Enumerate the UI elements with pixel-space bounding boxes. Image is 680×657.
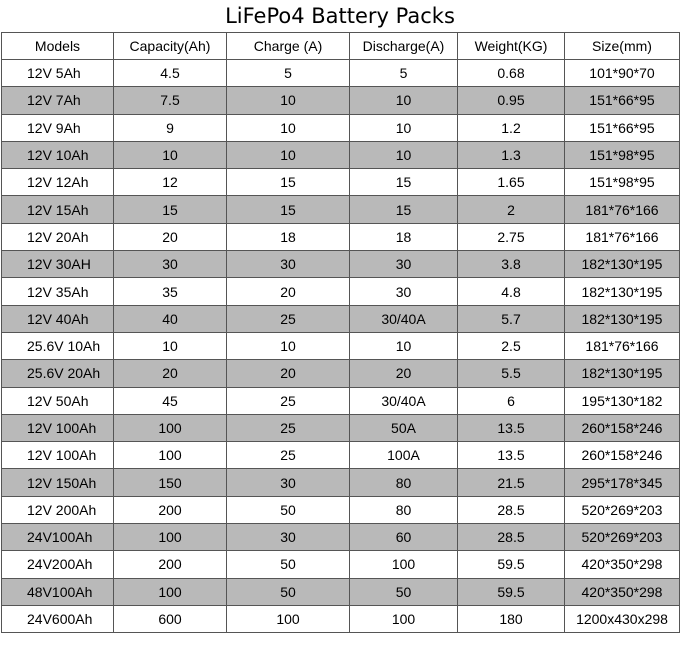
table-cell: 100 bbox=[350, 551, 458, 578]
model-cell: 12V 7Ah bbox=[2, 87, 114, 114]
table-cell: 18 bbox=[227, 223, 350, 250]
table-row bbox=[2, 387, 680, 414]
table-cell: 10 bbox=[114, 332, 227, 359]
table-cell: 30/40A bbox=[350, 387, 458, 414]
table-cell: 520*269*203 bbox=[565, 524, 680, 551]
table-cell: 50 bbox=[227, 551, 350, 578]
table-cell: 20 bbox=[114, 360, 227, 387]
column-header: Weight(KG) bbox=[458, 33, 565, 60]
table-row bbox=[2, 223, 680, 250]
table-cell: 30 bbox=[227, 251, 350, 278]
table-row bbox=[2, 60, 680, 87]
table-cell: 2.75 bbox=[458, 223, 565, 250]
table-cell: 15 bbox=[350, 196, 458, 223]
table-cell: 182*130*195 bbox=[565, 251, 680, 278]
table-cell: 101*90*70 bbox=[565, 60, 680, 87]
table-cell: 25 bbox=[227, 442, 350, 469]
table-cell: 50A bbox=[350, 414, 458, 441]
model-cell: 24V200Ah bbox=[2, 551, 114, 578]
table-cell: 182*130*195 bbox=[565, 360, 680, 387]
table-row bbox=[2, 278, 680, 305]
table-cell: 151*66*95 bbox=[565, 114, 680, 141]
model-cell: 12V 5Ah bbox=[2, 60, 114, 87]
model-cell: 12V 10Ah bbox=[2, 141, 114, 168]
table-cell: 100 bbox=[114, 524, 227, 551]
table-cell: 260*158*246 bbox=[565, 414, 680, 441]
table-cell: 20 bbox=[227, 360, 350, 387]
table-cell: 60 bbox=[350, 524, 458, 551]
table-cell: 30 bbox=[350, 251, 458, 278]
table-cell: 100 bbox=[227, 605, 350, 632]
table-cell: 50 bbox=[227, 578, 350, 605]
table-cell: 260*158*246 bbox=[565, 442, 680, 469]
table-cell: 100 bbox=[114, 442, 227, 469]
table-cell: 6 bbox=[458, 387, 565, 414]
table-cell: 40 bbox=[114, 305, 227, 332]
table-cell: 1.2 bbox=[458, 114, 565, 141]
model-cell: 24V600Ah bbox=[2, 605, 114, 632]
model-cell: 12V 20Ah bbox=[2, 223, 114, 250]
model-cell: 12V 12Ah bbox=[2, 169, 114, 196]
table-cell: 200 bbox=[114, 496, 227, 523]
table-cell: 30/40A bbox=[350, 305, 458, 332]
model-cell: 12V 50Ah bbox=[2, 387, 114, 414]
table-row bbox=[2, 169, 680, 196]
spec-table bbox=[1, 32, 680, 633]
table-cell: 200 bbox=[114, 551, 227, 578]
table-cell: 25 bbox=[227, 387, 350, 414]
table-cell: 420*350*298 bbox=[565, 578, 680, 605]
model-cell: 12V 9Ah bbox=[2, 114, 114, 141]
column-header: Capacity(Ah) bbox=[114, 33, 227, 60]
model-cell: 12V 200Ah bbox=[2, 496, 114, 523]
table-cell: 15 bbox=[114, 196, 227, 223]
table-cell: 59.5 bbox=[458, 578, 565, 605]
table-cell: 45 bbox=[114, 387, 227, 414]
table-row bbox=[2, 251, 680, 278]
model-cell: 25.6V 10Ah bbox=[2, 332, 114, 359]
table-cell: 15 bbox=[227, 196, 350, 223]
table-cell: 151*98*95 bbox=[565, 141, 680, 168]
table-row bbox=[2, 87, 680, 114]
table-cell: 13.5 bbox=[458, 414, 565, 441]
table-cell: 1200x430x298 bbox=[565, 605, 680, 632]
table-cell: 182*130*195 bbox=[565, 305, 680, 332]
table-cell: 3.8 bbox=[458, 251, 565, 278]
table-cell: 295*178*345 bbox=[565, 469, 680, 496]
table-cell: 10 bbox=[350, 141, 458, 168]
table-cell: 181*76*166 bbox=[565, 196, 680, 223]
table-cell: 1.3 bbox=[458, 141, 565, 168]
table-cell: 100 bbox=[114, 578, 227, 605]
table-cell: 100 bbox=[350, 605, 458, 632]
table-body bbox=[2, 60, 680, 633]
table-row bbox=[2, 524, 680, 551]
table-cell: 30 bbox=[227, 469, 350, 496]
table-cell: 15 bbox=[350, 169, 458, 196]
table-cell: 10 bbox=[350, 332, 458, 359]
page-title: LiFePo4 Battery Packs bbox=[225, 4, 455, 28]
table-row bbox=[2, 196, 680, 223]
table-row bbox=[2, 551, 680, 578]
model-cell: 12V 15Ah bbox=[2, 196, 114, 223]
table-row bbox=[2, 414, 680, 441]
header-row bbox=[2, 33, 680, 60]
table-row bbox=[2, 605, 680, 632]
table-cell: 20 bbox=[114, 223, 227, 250]
table-cell: 151*98*95 bbox=[565, 169, 680, 196]
table-cell: 100A bbox=[350, 442, 458, 469]
model-cell: 25.6V 20Ah bbox=[2, 360, 114, 387]
table-cell: 2.5 bbox=[458, 332, 565, 359]
model-cell: 12V 100Ah bbox=[2, 414, 114, 441]
table-cell: 25 bbox=[227, 305, 350, 332]
table-cell: 181*76*166 bbox=[565, 223, 680, 250]
table-cell: 5.5 bbox=[458, 360, 565, 387]
table-cell: 0.68 bbox=[458, 60, 565, 87]
model-cell: 12V 150Ah bbox=[2, 469, 114, 496]
table-cell: 180 bbox=[458, 605, 565, 632]
table-cell: 5.7 bbox=[458, 305, 565, 332]
table-cell: 520*269*203 bbox=[565, 496, 680, 523]
table-cell: 59.5 bbox=[458, 551, 565, 578]
table-cell: 30 bbox=[114, 251, 227, 278]
table-cell: 2 bbox=[458, 196, 565, 223]
table-cell: 4.5 bbox=[114, 60, 227, 87]
model-cell: 12V 40Ah bbox=[2, 305, 114, 332]
table-cell: 20 bbox=[350, 360, 458, 387]
table-cell: 20 bbox=[227, 278, 350, 305]
table-cell: 7.5 bbox=[114, 87, 227, 114]
table-row bbox=[2, 442, 680, 469]
table-cell: 18 bbox=[350, 223, 458, 250]
table-row bbox=[2, 332, 680, 359]
table-cell: 50 bbox=[227, 496, 350, 523]
table-cell: 35 bbox=[114, 278, 227, 305]
table-cell: 10 bbox=[114, 141, 227, 168]
column-header: Size(mm) bbox=[565, 33, 680, 60]
table-cell: 600 bbox=[114, 605, 227, 632]
table-cell: 100 bbox=[114, 414, 227, 441]
table-cell: 10 bbox=[227, 332, 350, 359]
model-cell: 12V 30AH bbox=[2, 251, 114, 278]
model-cell: 12V 35Ah bbox=[2, 278, 114, 305]
table-cell: 195*130*182 bbox=[565, 387, 680, 414]
table-cell: 80 bbox=[350, 469, 458, 496]
table-cell: 15 bbox=[227, 169, 350, 196]
table-cell: 12 bbox=[114, 169, 227, 196]
table-cell: 151*66*95 bbox=[565, 87, 680, 114]
table-cell: 30 bbox=[350, 278, 458, 305]
column-header: Charge (A) bbox=[227, 33, 350, 60]
table-cell: 4.8 bbox=[458, 278, 565, 305]
table-row bbox=[2, 578, 680, 605]
table-cell: 0.95 bbox=[458, 87, 565, 114]
table-cell: 50 bbox=[350, 578, 458, 605]
table-row bbox=[2, 496, 680, 523]
table-cell: 9 bbox=[114, 114, 227, 141]
table-cell: 420*350*298 bbox=[565, 551, 680, 578]
model-cell: 12V 100Ah bbox=[2, 442, 114, 469]
table-cell: 80 bbox=[350, 496, 458, 523]
table-cell: 10 bbox=[227, 141, 350, 168]
table-row bbox=[2, 114, 680, 141]
column-header: Models bbox=[2, 33, 114, 60]
table-cell: 28.5 bbox=[458, 524, 565, 551]
column-header: Discharge(A) bbox=[350, 33, 458, 60]
table-cell: 10 bbox=[350, 114, 458, 141]
table-cell: 1.65 bbox=[458, 169, 565, 196]
table-cell: 10 bbox=[227, 87, 350, 114]
table-cell: 30 bbox=[227, 524, 350, 551]
table-cell: 5 bbox=[227, 60, 350, 87]
table-row bbox=[2, 469, 680, 496]
table-cell: 5 bbox=[350, 60, 458, 87]
model-cell: 48V100Ah bbox=[2, 578, 114, 605]
table-cell: 182*130*195 bbox=[565, 278, 680, 305]
model-cell: 24V100Ah bbox=[2, 524, 114, 551]
table-row bbox=[2, 305, 680, 332]
table-cell: 10 bbox=[350, 87, 458, 114]
table-cell: 10 bbox=[227, 114, 350, 141]
table-cell: 21.5 bbox=[458, 469, 565, 496]
table-cell: 150 bbox=[114, 469, 227, 496]
table-cell: 181*76*166 bbox=[565, 332, 680, 359]
table-cell: 28.5 bbox=[458, 496, 565, 523]
table-cell: 25 bbox=[227, 414, 350, 441]
table-row bbox=[2, 360, 680, 387]
table-row bbox=[2, 141, 680, 168]
table-cell: 13.5 bbox=[458, 442, 565, 469]
